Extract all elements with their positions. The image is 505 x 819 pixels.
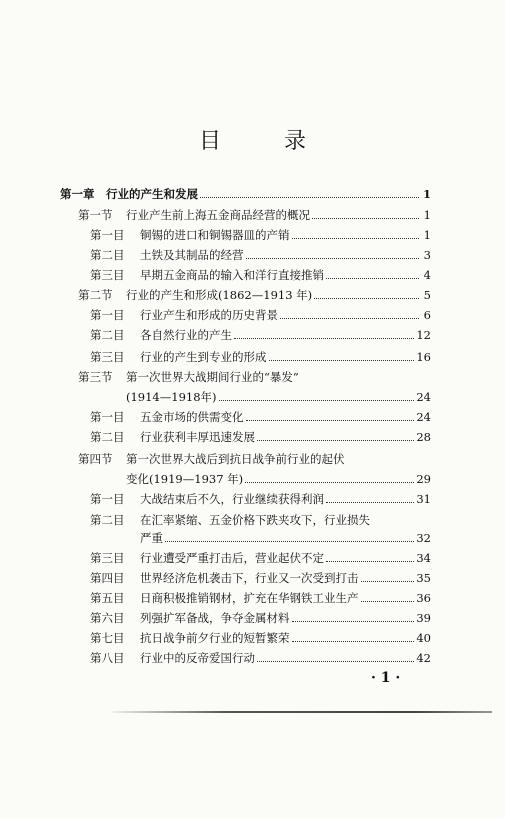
toc-entry-title: 行业产生和形成的历史背景 bbox=[140, 308, 278, 322]
toc-entry-page: 24 bbox=[416, 410, 431, 424]
toc-entry-number: 第一目 bbox=[90, 308, 125, 322]
toc-entry-number: 第二目 bbox=[90, 430, 125, 444]
toc-entry bbox=[90, 307, 431, 323]
toc-entry-number: 第二节 bbox=[78, 288, 113, 302]
toc-entry-number: 第一目 bbox=[90, 492, 125, 506]
toc-entry-number: 第二目 bbox=[90, 513, 125, 527]
toc-entry bbox=[126, 471, 431, 487]
toc-entry-number: 第二目 bbox=[90, 248, 125, 262]
toc-entry-number: 第三目 bbox=[90, 350, 125, 364]
toc-entry-title: 大战结束后不久，行业继续获得利润 bbox=[140, 492, 324, 506]
toc-entry bbox=[78, 369, 431, 385]
toc-entry-page: 28 bbox=[416, 430, 431, 444]
toc-entry-number: 第一章 bbox=[60, 187, 95, 201]
toc-leader-dots bbox=[292, 228, 420, 239]
toc-entry-title: 行业产生前上海五金商品经营的概况 bbox=[126, 208, 310, 222]
toc-leader-dots bbox=[292, 611, 415, 622]
toc-entry bbox=[90, 247, 431, 263]
toc-entry bbox=[90, 429, 431, 445]
toc-entry-page: 4 bbox=[423, 268, 431, 282]
toc-entry-number: 第一节 bbox=[78, 208, 113, 222]
toc-entry-number: 第二目 bbox=[90, 328, 125, 342]
toc-entry-title: 行业中的反帝爱国行动 bbox=[140, 651, 255, 665]
toc-entry-number: 第三节 bbox=[78, 370, 113, 384]
toc-entry bbox=[140, 530, 431, 546]
toc-entry-page: 36 bbox=[416, 591, 431, 605]
toc-entry-title: 抗日战争前夕行业的短暂繁荣 bbox=[140, 631, 290, 645]
toc-entry-page: 29 bbox=[416, 472, 431, 486]
toc-leader-dots bbox=[361, 571, 415, 582]
toc-entry bbox=[90, 512, 431, 528]
toc-entry-number: 第三目 bbox=[90, 268, 125, 282]
toc-entry-page: 40 bbox=[416, 631, 431, 645]
toc-entry-page: 5 bbox=[423, 288, 431, 302]
toc-entry-page: 31 bbox=[416, 492, 431, 506]
toc-entry-page: 35 bbox=[416, 571, 431, 585]
toc-entry bbox=[78, 451, 431, 467]
toc-entry-number: 第七目 bbox=[90, 631, 125, 645]
toc-entry-page: 3 bbox=[423, 248, 431, 262]
toc-entry-title: 五金市场的供需变化 bbox=[140, 410, 244, 424]
toc-entry bbox=[90, 227, 431, 243]
toc-leader-dots bbox=[326, 268, 419, 279]
toc-leader-dots bbox=[219, 390, 415, 401]
toc-leader-dots bbox=[314, 288, 419, 299]
toc-entry-number: 第一目 bbox=[90, 228, 125, 242]
toc-entry bbox=[90, 409, 431, 425]
toc-entry-number: 第五目 bbox=[90, 591, 125, 605]
toc-entry-title: 行业获利丰厚迅速发展 bbox=[140, 430, 255, 444]
toc-leader-dots bbox=[269, 350, 415, 361]
toc-entry bbox=[126, 389, 431, 405]
toc-entry-title: 行业的产生和发展 bbox=[106, 187, 198, 201]
toc-entry-number: 第一目 bbox=[90, 410, 125, 424]
toc-entry bbox=[90, 491, 431, 507]
toc-entry-title: (1914—1918年) bbox=[126, 390, 217, 404]
toc-entry-title: 日商积极推销钢材，扩充在华钢铁工业生产 bbox=[140, 591, 359, 605]
toc-leader-dots bbox=[165, 531, 414, 542]
toc-entry bbox=[90, 570, 431, 586]
toc-entry-title: 列强扩军备战，争夺金属材料 bbox=[140, 611, 290, 625]
toc-entry-title: 在汇率紧缩、五金价格下跌夹攻下，行业损失 bbox=[140, 513, 370, 527]
toc-entry bbox=[90, 327, 431, 343]
toc-entry-title: 铜锡的进口和铜锡器皿的产销 bbox=[140, 228, 290, 242]
toc-leader-dots bbox=[234, 328, 414, 339]
toc-entry-number: 第四目 bbox=[90, 571, 125, 585]
toc-entry bbox=[90, 610, 431, 626]
toc-entry bbox=[60, 186, 431, 202]
page-title: 目 录 bbox=[199, 129, 334, 154]
toc-entry-page: 32 bbox=[416, 531, 431, 545]
bottom-rule bbox=[112, 711, 492, 713]
toc-entry bbox=[90, 267, 431, 283]
toc-entry-title: 第一次世界大战期间行业的“暴发” bbox=[126, 370, 299, 384]
page-number: · 1 · bbox=[371, 670, 401, 686]
toc-leader-dots bbox=[245, 472, 414, 483]
toc-entry bbox=[90, 349, 431, 365]
toc-entry-page: 6 bbox=[423, 308, 431, 322]
toc-leader-dots bbox=[246, 248, 420, 259]
toc-leader-dots bbox=[257, 430, 414, 441]
toc-entry-title: 行业遭受严重打击后，营业起伏不定 bbox=[140, 551, 324, 565]
toc-entry-title: 土铁及其制品的经营 bbox=[140, 248, 244, 262]
toc-entry-page: 34 bbox=[416, 551, 431, 565]
toc-entry bbox=[90, 630, 431, 646]
toc-entry-page: 12 bbox=[416, 328, 431, 342]
toc-entry-title: 严重 bbox=[140, 531, 163, 545]
toc-entry-page: 24 bbox=[416, 390, 431, 404]
toc-entry-page: 39 bbox=[416, 611, 431, 625]
toc-leader-dots bbox=[246, 410, 415, 421]
toc-entry-title: 行业的产生和形成(1862—1913 年) bbox=[126, 288, 313, 302]
toc-leader-dots bbox=[326, 551, 414, 562]
toc-entry-page: 16 bbox=[416, 350, 431, 364]
toc-entry-title: 变化(1919—1937 年) bbox=[126, 472, 244, 486]
toc-entry-title: 早期五金商品的输入和洋行直接推销 bbox=[140, 268, 324, 282]
toc-entry-number: 第六目 bbox=[90, 611, 125, 625]
toc-entry bbox=[78, 207, 431, 223]
toc-entry-page: 1 bbox=[423, 208, 431, 222]
toc-entry-page: 1 bbox=[422, 187, 431, 201]
toc-entry bbox=[90, 590, 431, 606]
toc-entry bbox=[90, 550, 431, 566]
toc-entry bbox=[78, 287, 431, 303]
toc-entry-title: 世界经济危机袭击下，行业又一次受到打击 bbox=[140, 571, 359, 585]
toc-entry-number: 第四节 bbox=[78, 452, 113, 466]
toc-entry-title: 各自然行业的产生 bbox=[140, 328, 232, 342]
toc-leader-dots bbox=[326, 492, 414, 503]
toc-entry-title: 行业的产生到专业的形成 bbox=[140, 350, 267, 364]
toc-leader-dots bbox=[200, 187, 419, 198]
toc-entry-title: 第一次世界大战后到抗日战争前行业的起伏 bbox=[126, 452, 345, 466]
toc-leader-dots bbox=[257, 651, 414, 662]
toc-entry-number: 第八目 bbox=[90, 651, 125, 665]
toc-leader-dots bbox=[361, 591, 415, 602]
toc-entry bbox=[90, 650, 431, 666]
toc-entry-page: 42 bbox=[416, 651, 431, 665]
toc-entry-number: 第三目 bbox=[90, 551, 125, 565]
toc-entry-page: 1 bbox=[423, 228, 431, 242]
toc-leader-dots bbox=[292, 631, 415, 642]
toc-leader-dots bbox=[280, 308, 419, 319]
toc-leader-dots bbox=[312, 208, 419, 219]
